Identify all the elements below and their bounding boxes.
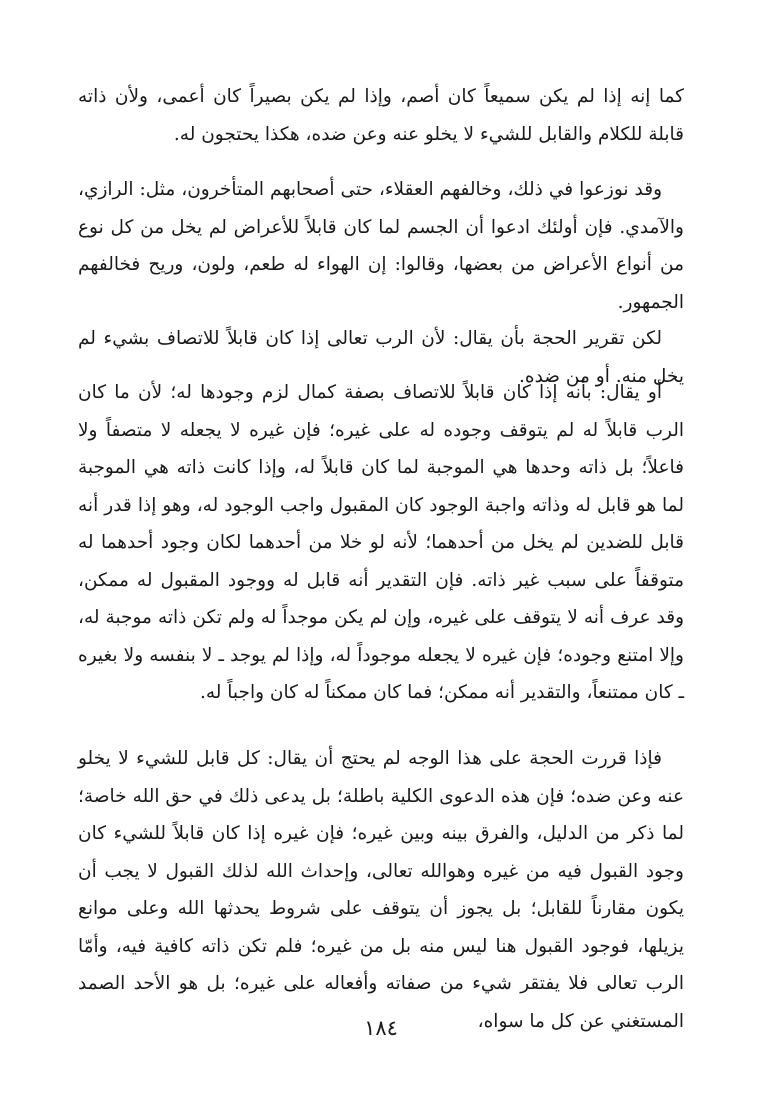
text-block-1 bbox=[78, 78, 684, 153]
text-block-5 bbox=[78, 740, 684, 1040]
paragraph-4: أو يقال: بأنه إذا كان قابلاً للاتصاف بصفة كمال لزم وجودها له؛ لأن ما كان الرب قابلاً له لم يتوقف وجوده له على غيره؛ فإن غيره لا يجعله لا متصفاً ولا فاعلاً؛ بل ذاته وحدها هي الموجبة لما كان قابلاً له، وإذا كانت ذاته هي الموجبة لما هو قابل له وذاته واجبة الوجود كان المقبول واجب الوجود له، وهو إذا قدر أنه قابل للضدين لم يخل من أحدهما؛ لأنه لو خلا من أحدهما لكان وجود أحدهما له متوقفاً على سبب غير ذاته. فإن التقدير أنه قابل له ووجود المقبول له ممكن، وقد عرف أنه لا يتوقف على غيره، وإن لم يكن موجداً له ولم تكن ذاته موجبة له، وإلا امتنع وجوده؛ فإن غيره لا يجعله موجوداً له، وإذا لم يوجد ـ لا بنفسه ولا بغيره ـ كان ممتنعاً، والتقدير أنه ممكن؛ فما كان ممكناً له كان واجباً له. bbox=[78, 382, 684, 703]
text-block-2 bbox=[78, 171, 684, 321]
paragraph-2: وقد نوزعوا في ذلك، وخالفهم العقلاء، حتى أصحابهم المتأخرون، مثل: الرازي، والآمدي. فإن أولئك ادعوا أن الجسم لما كان قابلاً للأعراض لم يخل من كل نوع من أنواع الأعراض من بعضها، وقالوا: إن الهواء له طعم، ولون، وريح فخالفهم الجمهور. bbox=[78, 179, 684, 313]
paragraph-3: لكن تقرير الحجة بأن يقال: لأن الرب تعالى إذا كان قابلاً للاتصاف بشيء لم يخل منه. أو من ضده. bbox=[78, 328, 684, 387]
text-block-4 bbox=[78, 374, 684, 712]
paragraph-1: كما إنه إذا لم يكن سميعاً كان أصم، وإذا لم يكن بصيراً كان أعمى، ولأن ذاته قابلة للكلام والقابل للشيء لا يخلو عنه وعن ضده، هكذا يحتجون له. bbox=[78, 86, 684, 145]
paragraph-5: فإذا قررت الحجة على هذا الوجه لم يحتج أن يقال: كل قابل للشيء لا يخلو عنه وعن ضده؛ فإن هذه الدعوى الكلية باطلة؛ بل يدعى ذلك في حق الله خاصة؛ لما ذكر من الدليل، والفرق بينه وبين غيره؛ فإن غيره إذا كان قابلاً للشيء كان وجود القبول فيه من غيره وهوالله تعالى، وإحداث الله لذلك القبول لا يجب أن يكون مقارناً للقابل؛ بل يجوز أن يتوقف على شروط يحدثها الله وعلى موانع يزيلها، فوجود القبول هنا ليس منه بل من غيره؛ فلم تكن ذاته كافية فيه، وأمّا الرب تعالى فلا يفتقر شيء من صفاته وأفعاله على غيره؛ بل هو الأحد الصمد المستغني عن كل ما سواه، bbox=[78, 748, 684, 1032]
page-number: ١٨٤ bbox=[364, 1016, 398, 1040]
